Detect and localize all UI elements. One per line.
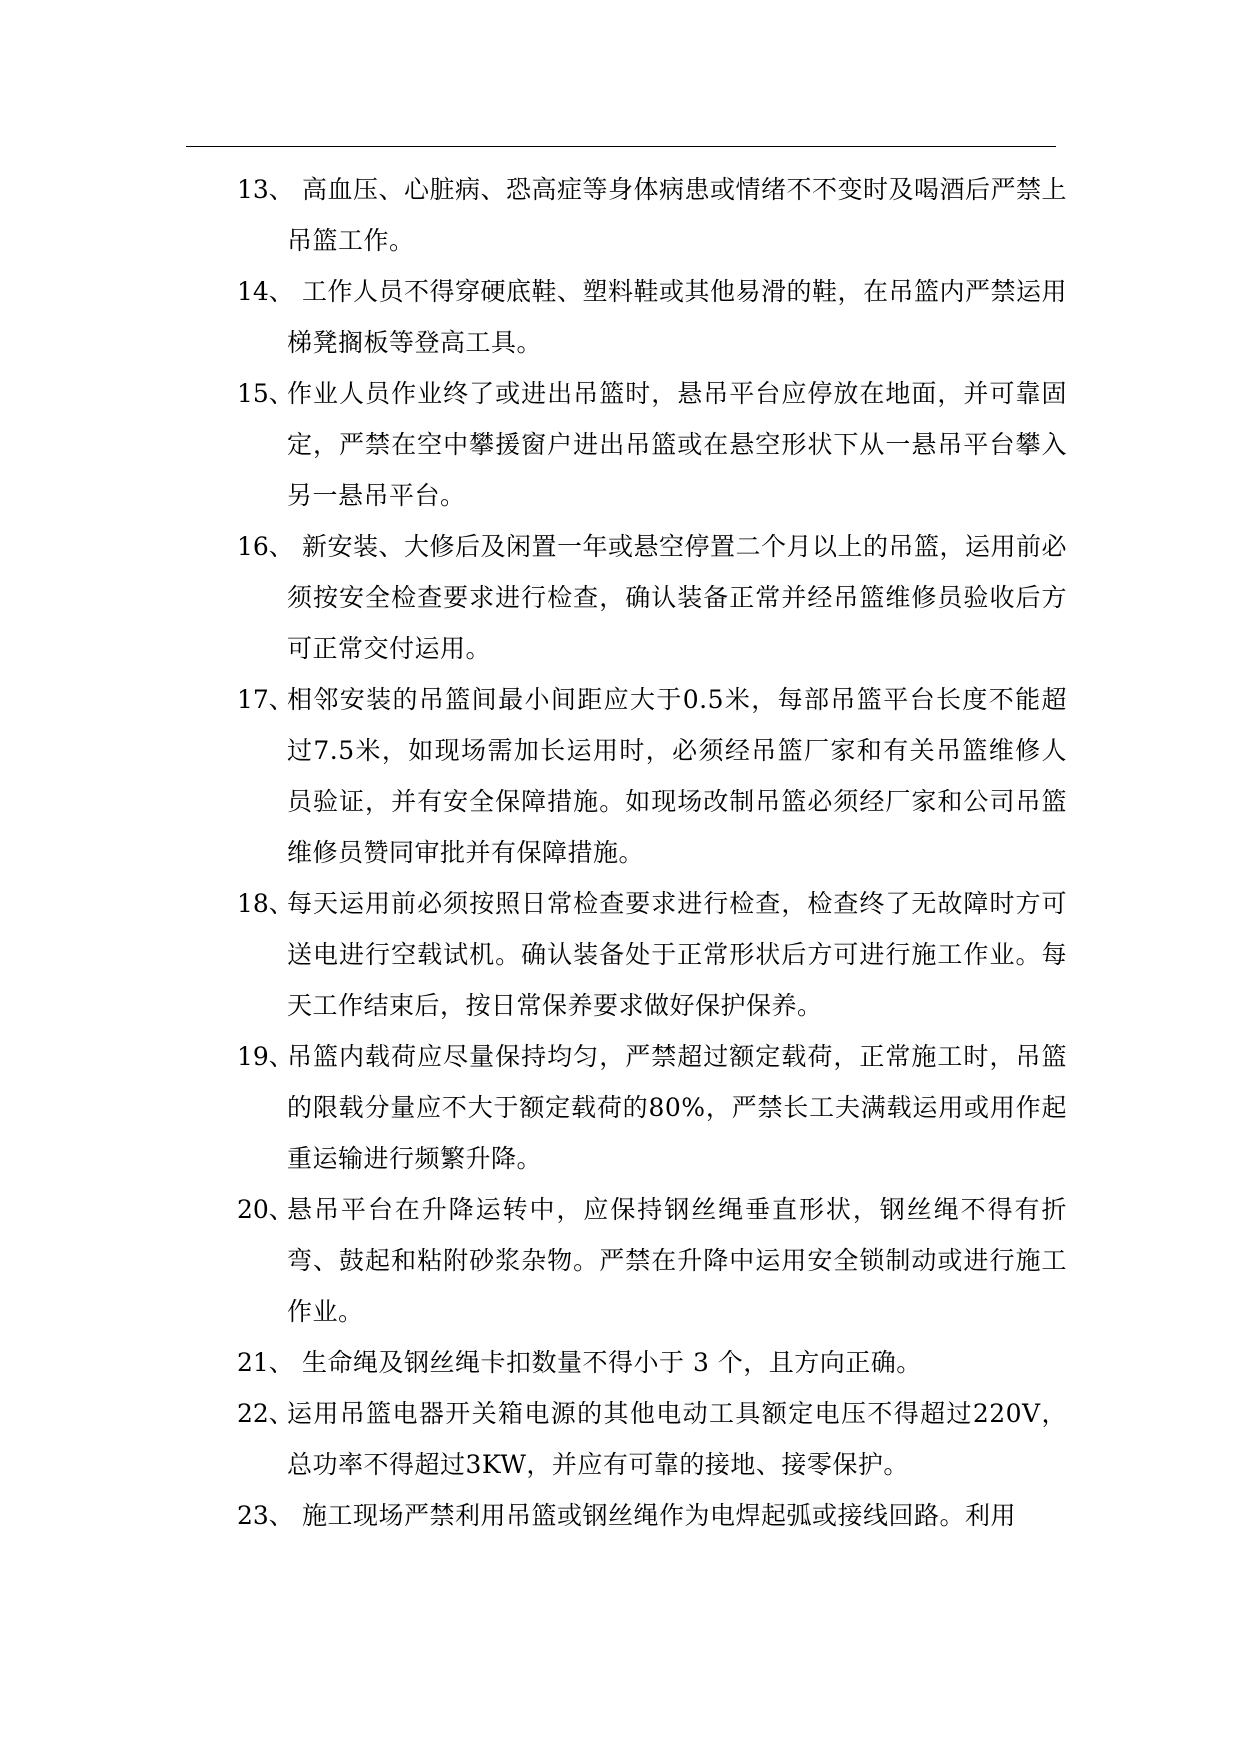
item-text: 悬吊平台在升降运转中，应保持钢丝绳垂直形状，钢丝绳不得有折弯、鼓起和粘附砂浆杂物。严禁在升降中运用安全锁制动或进行施工作业。 bbox=[287, 1195, 1067, 1326]
list-item bbox=[237, 1337, 1067, 1388]
item-text: 新安装、大修后及闲置一年或悬空停置二个月以上的吊篮，运用前必须按安全检查要求进行检查，确认装备正常并经吊篮维修员验收后方可正常交付运用。 bbox=[287, 532, 1068, 663]
item-text: 工作人员不得穿硬底鞋、塑料鞋或其他易滑的鞋，在吊篮内严禁运用梯凳搁板等登高工具。 bbox=[287, 277, 1068, 357]
document-body bbox=[237, 164, 1067, 1541]
item-number: 21、 bbox=[237, 1348, 294, 1377]
list-item bbox=[237, 878, 1067, 1031]
list-item bbox=[237, 368, 1067, 521]
item-number: 13、 bbox=[237, 175, 294, 204]
list-item bbox=[237, 266, 1067, 368]
item-text: 施工现场严禁利用吊篮或钢丝绳作为电焊起弧或接线回路。利用 bbox=[302, 1501, 1017, 1530]
list-item bbox=[237, 164, 1067, 266]
item-number: 20、 bbox=[237, 1195, 294, 1224]
item-text: 相邻安装的吊篮间最小间距应大于0.5米，每部吊篮平台长度不能超过7.5米，如现场需加长运用时，必须经吊篮厂家和有关吊篮维修人员验证，并有安全保障措施。如现场改制吊篮必须经厂家和公司吊篮维修员赞同审批并有保障措施。 bbox=[287, 685, 1067, 867]
list-item bbox=[237, 521, 1067, 674]
item-number: 17、 bbox=[237, 685, 294, 714]
item-text: 高血压、心脏病、恐高症等身体病患或情绪不不变时及喝酒后严禁上吊篮工作。 bbox=[287, 175, 1068, 255]
item-number: 16、 bbox=[237, 532, 294, 561]
item-text: 生命绳及钢丝绳卡扣数量不得小于 3 个，且方向正确。 bbox=[302, 1348, 922, 1377]
list-item bbox=[237, 674, 1067, 878]
header-rule bbox=[186, 146, 1056, 147]
item-number: 18、 bbox=[237, 889, 294, 918]
list-item bbox=[237, 1031, 1067, 1184]
item-number: 15、 bbox=[237, 379, 294, 408]
item-text: 运用吊篮电器开关箱电源的其他电动工具额定电压不得超过220V，总功率不得超过3KW，并应有可靠的接地、接零保护。 bbox=[287, 1399, 1067, 1479]
list-item bbox=[237, 1490, 1067, 1541]
list-item bbox=[237, 1184, 1067, 1337]
list-item bbox=[237, 1388, 1067, 1490]
item-text: 吊篮内载荷应尽量保持均匀，严禁超过额定载荷，正常施工时，吊篮的限载分量应不大于额定载荷的80%，严禁长工夫满载运用或用作起重运输进行频繁升降。 bbox=[287, 1042, 1067, 1173]
item-text: 每天运用前必须按照日常检查要求进行检查，检查终了无故障时方可送电进行空载试机。确认装备处于正常形状后方可进行施工作业。每天工作结束后，按日常保养要求做好保护保养。 bbox=[287, 889, 1067, 1020]
item-text: 作业人员作业终了或进出吊篮时，悬吊平台应停放在地面，并可靠固定，严禁在空中攀援窗户进出吊篮或在悬空形状下从一悬吊平台攀入另一悬吊平台。 bbox=[287, 379, 1067, 510]
item-number: 23、 bbox=[237, 1501, 294, 1530]
item-number: 22、 bbox=[237, 1399, 294, 1428]
item-number: 14、 bbox=[237, 277, 294, 306]
item-number: 19、 bbox=[237, 1042, 294, 1071]
